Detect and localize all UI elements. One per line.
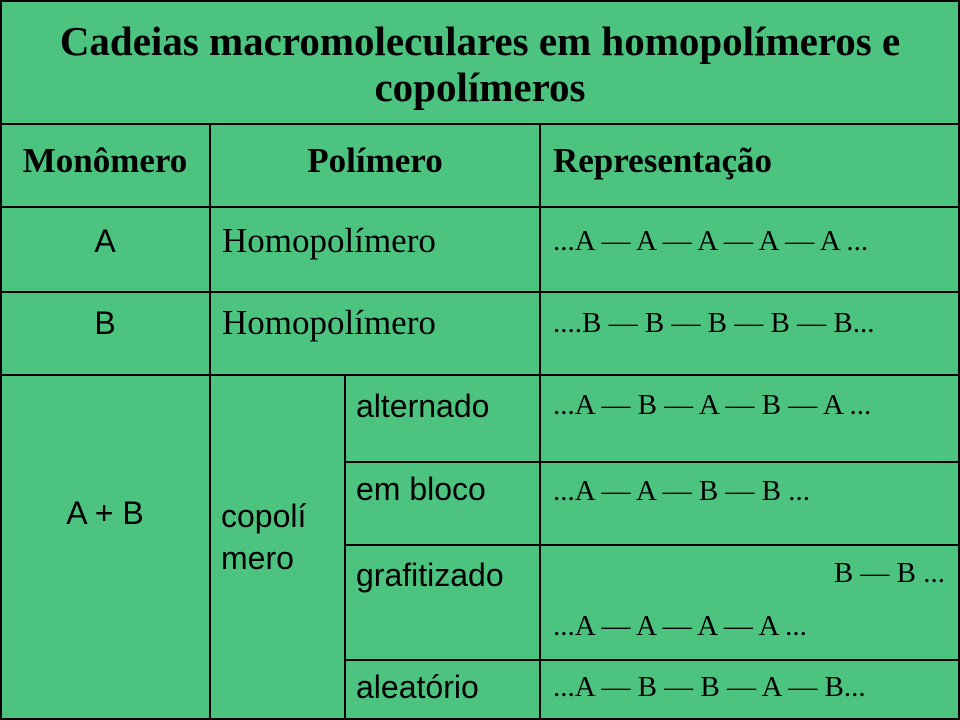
row-a-monomer	[0, 207, 210, 292]
table-title-line-1: Cadeias macromoleculares em homopolímeros e	[59, 18, 901, 64]
header-representation	[540, 124, 960, 207]
row-b-polymer-text: Homopolímero	[222, 303, 436, 342]
row-a-polymer-text: Homopolímero	[222, 221, 436, 260]
copolymer-monomer-text: A + B	[66, 495, 144, 531]
copolymer-polymer-line-2: mero	[221, 540, 294, 576]
type-em-bloco	[345, 462, 540, 545]
type-em-bloco-label: em bloco	[356, 471, 486, 507]
copolymer-polymer-line-1: copolí	[221, 498, 307, 534]
type-aleatorio	[345, 660, 540, 720]
row-b-monomer	[0, 292, 210, 375]
header-polymer	[210, 124, 540, 207]
type-grafitizado-label: grafitizado	[356, 557, 504, 593]
type-alternado	[345, 375, 540, 462]
type-aleatorio-representation	[540, 660, 960, 720]
type-grafitizado-main-chain-text: ...A — A — A — A ...	[553, 610, 807, 642]
type-grafitizado-representation	[540, 545, 960, 660]
row-b-representation-text: ....B — B — B — B — B...	[553, 307, 875, 339]
row-b-monomer-text: B	[94, 305, 116, 341]
type-aleatorio-representation-text: ...A — B — B — A — B...	[553, 671, 866, 703]
row-a-polymer	[210, 207, 540, 292]
row-a-monomer-text: A	[94, 223, 116, 259]
table-title-cell	[0, 0, 960, 124]
type-em-bloco-representation	[540, 462, 960, 545]
table-title-line-2: copolímeros	[374, 64, 586, 110]
row-b-polymer	[210, 292, 540, 375]
header-polymer-label: Polímero	[307, 141, 443, 180]
type-em-bloco-representation-text: ...A — A — B — B ...	[553, 475, 811, 507]
header-representation-label: Representação	[553, 141, 773, 180]
row-a-representation-text: ...A — A — A — A — A ...	[553, 225, 869, 257]
type-grafitizado-branch-text: B — B ...	[833, 557, 945, 589]
header-monomer	[0, 124, 210, 207]
copolymer-monomer	[0, 375, 210, 720]
type-alternado-representation-text: ...A — B — A — B — A ...	[553, 389, 872, 421]
type-grafitizado	[345, 545, 540, 660]
copolymer-polymer	[210, 375, 345, 720]
type-alternado-representation	[540, 375, 960, 462]
type-aleatorio-label: aleatório	[356, 669, 479, 705]
row-a-representation	[540, 207, 960, 292]
row-b-representation	[540, 292, 960, 375]
header-monomer-label: Monômero	[22, 141, 188, 180]
type-alternado-label: alternado	[356, 388, 490, 424]
